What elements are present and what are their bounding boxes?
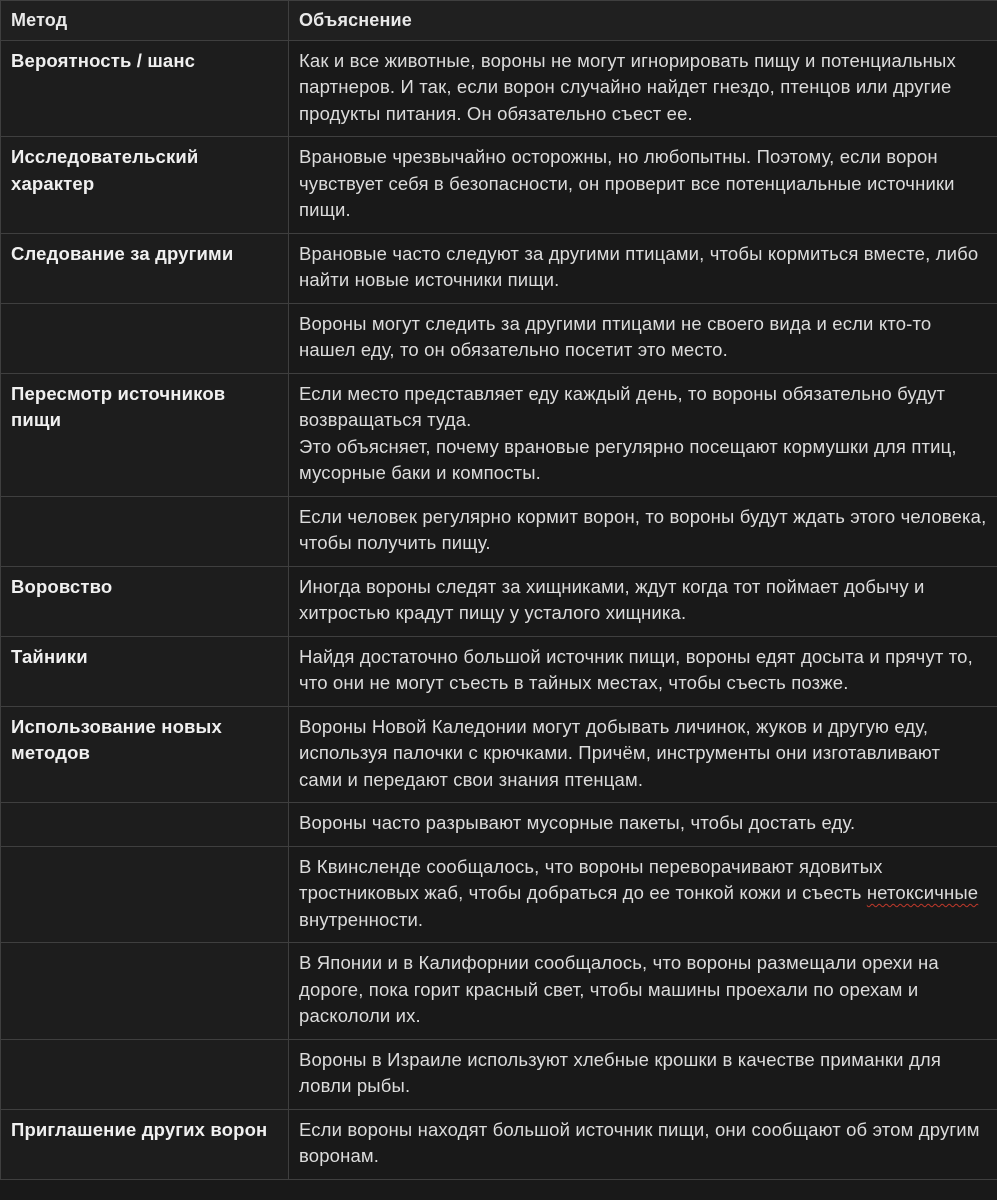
explanation-text: Если вороны находят большой источник пищи, они сообщают об этом другим воронам. <box>299 1118 980 1166</box>
explanation-cell[interactable] <box>289 303 997 373</box>
table-row[interactable] <box>1 1039 997 1109</box>
explanation-cell[interactable] <box>289 233 997 303</box>
explanation-text: Найдя достаточно большой источник пищи, вороны едят досыта и прячут то, что они не могут съесть в тайных местах, чтобы съесть позже. <box>299 645 973 693</box>
explanation-text: Вороны могут следить за другими птицами не своего вида и если кто-то нашел еду, то он обязательно посетит это место. <box>299 312 932 360</box>
explanation-cell[interactable] <box>289 40 997 137</box>
explanation-text: Если человек регулярно кормит ворон, то вороны будут ждать этого человека, чтобы получить пищу. <box>299 505 987 553</box>
header-explanation[interactable]: Объяснение <box>289 1 997 41</box>
method-cell[interactable] <box>1 803 289 847</box>
table-row[interactable] <box>1 496 997 566</box>
method-cell[interactable]: Следование за другими <box>1 233 289 303</box>
explanation-text: Это объясняет, почему врановые регулярно посещают кормушки для птиц, мусорные баки и компосты. <box>299 435 957 483</box>
table-row[interactable] <box>1 1109 997 1179</box>
explanation-cell[interactable] <box>289 943 997 1040</box>
method-cell[interactable] <box>1 303 289 373</box>
explanation-text: Вороны в Израиле используют хлебные крошки в качестве приманки для ловли рыбы. <box>299 1048 941 1096</box>
explanation-cell[interactable] <box>289 803 997 847</box>
explanation-text-before: В Квинсленде сообщалось, что вороны переворачивают ядовитых тростниковых жаб, чтобы добраться до ее тонкой кожи и съесть <box>299 855 883 903</box>
misspelled-word[interactable]: нетоксичные <box>866 882 979 903</box>
explanation-text: Вороны часто разрывают мусорные пакеты, чтобы достать еду. <box>299 812 856 833</box>
explanation-text <box>299 854 987 934</box>
explanation-cell[interactable] <box>289 566 997 636</box>
explanation-cell[interactable] <box>289 1109 997 1179</box>
method-cell[interactable] <box>1 1039 289 1109</box>
method-cell[interactable]: Исследовательский характер <box>1 137 289 234</box>
explanation-cell[interactable] <box>289 846 997 943</box>
table-row[interactable] <box>1 233 997 303</box>
explanation-text: Вороны Новой Каледонии могут добывать личинок, жуков и другую еду, используя палочки с крючками. Причём, инструменты они изготавливают сами и передают свои знания птенцам. <box>299 715 941 790</box>
method-cell[interactable]: Воровство <box>1 566 289 636</box>
explanation-text: В Японии и в Калифорнии сообщалось, что вороны размещали орехи на дороге, пока горит красный свет, чтобы машины проехали по орехам и раскололи их. <box>299 952 939 1026</box>
method-cell[interactable] <box>1 846 289 943</box>
explanation-text: Если место представляет еду каждый день, то вороны обязательно будут возвращаться туда. <box>299 382 946 430</box>
explanation-text: Как и все животные, вороны не могут игнорировать пищу и потенциальных партнеров. И так, если ворон случайно найдет гнездо, птенцов или другие продукты питания. Он обязательно съест ее. <box>299 49 956 124</box>
table-row[interactable] <box>1 566 997 636</box>
table-row[interactable] <box>1 373 997 496</box>
table-row[interactable] <box>1 303 997 373</box>
method-cell[interactable]: Пересмотр источников пищи <box>1 373 289 496</box>
explanation-text: Врановые часто следуют за другими птицами, чтобы кормиться вместе, либо найти новые источники пищи. <box>299 242 979 290</box>
method-cell[interactable] <box>1 943 289 1040</box>
table-row[interactable] <box>1 40 997 137</box>
table-header-row <box>1 1 997 41</box>
explanation-text: Иногда вороны следят за хищниками, ждут когда тот поймает добычу и хитростью крадут пищу у усталого хищника. <box>299 575 925 623</box>
table-row[interactable] <box>1 137 997 234</box>
method-cell[interactable]: Тайники <box>1 636 289 706</box>
explanation-cell[interactable] <box>289 1039 997 1109</box>
table-row[interactable] <box>1 943 997 1040</box>
explanation-cell[interactable] <box>289 137 997 234</box>
explanation-cell[interactable] <box>289 636 997 706</box>
explanation-text: Врановые чрезвычайно осторожны, но любопытны. Поэтому, если ворон чувствует себя в безопасности, он проверит все потенциальные источники пищи. <box>299 146 955 220</box>
method-cell[interactable] <box>1 496 289 566</box>
method-cell[interactable]: Вероятность / шанс <box>1 40 289 137</box>
explanation-cell[interactable] <box>289 496 997 566</box>
table-row[interactable] <box>1 636 997 706</box>
table-row[interactable] <box>1 706 997 803</box>
method-cell[interactable]: Использование новых методов <box>1 706 289 803</box>
table-row[interactable] <box>1 846 997 943</box>
table-row[interactable] <box>1 803 997 847</box>
header-method[interactable]: Метод <box>1 1 289 41</box>
explanation-cell[interactable] <box>289 706 997 803</box>
explanation-cell[interactable] <box>289 373 997 496</box>
explanation-text-after: внутренности. <box>299 908 424 930</box>
method-cell[interactable]: Приглашение других ворон <box>1 1109 289 1179</box>
